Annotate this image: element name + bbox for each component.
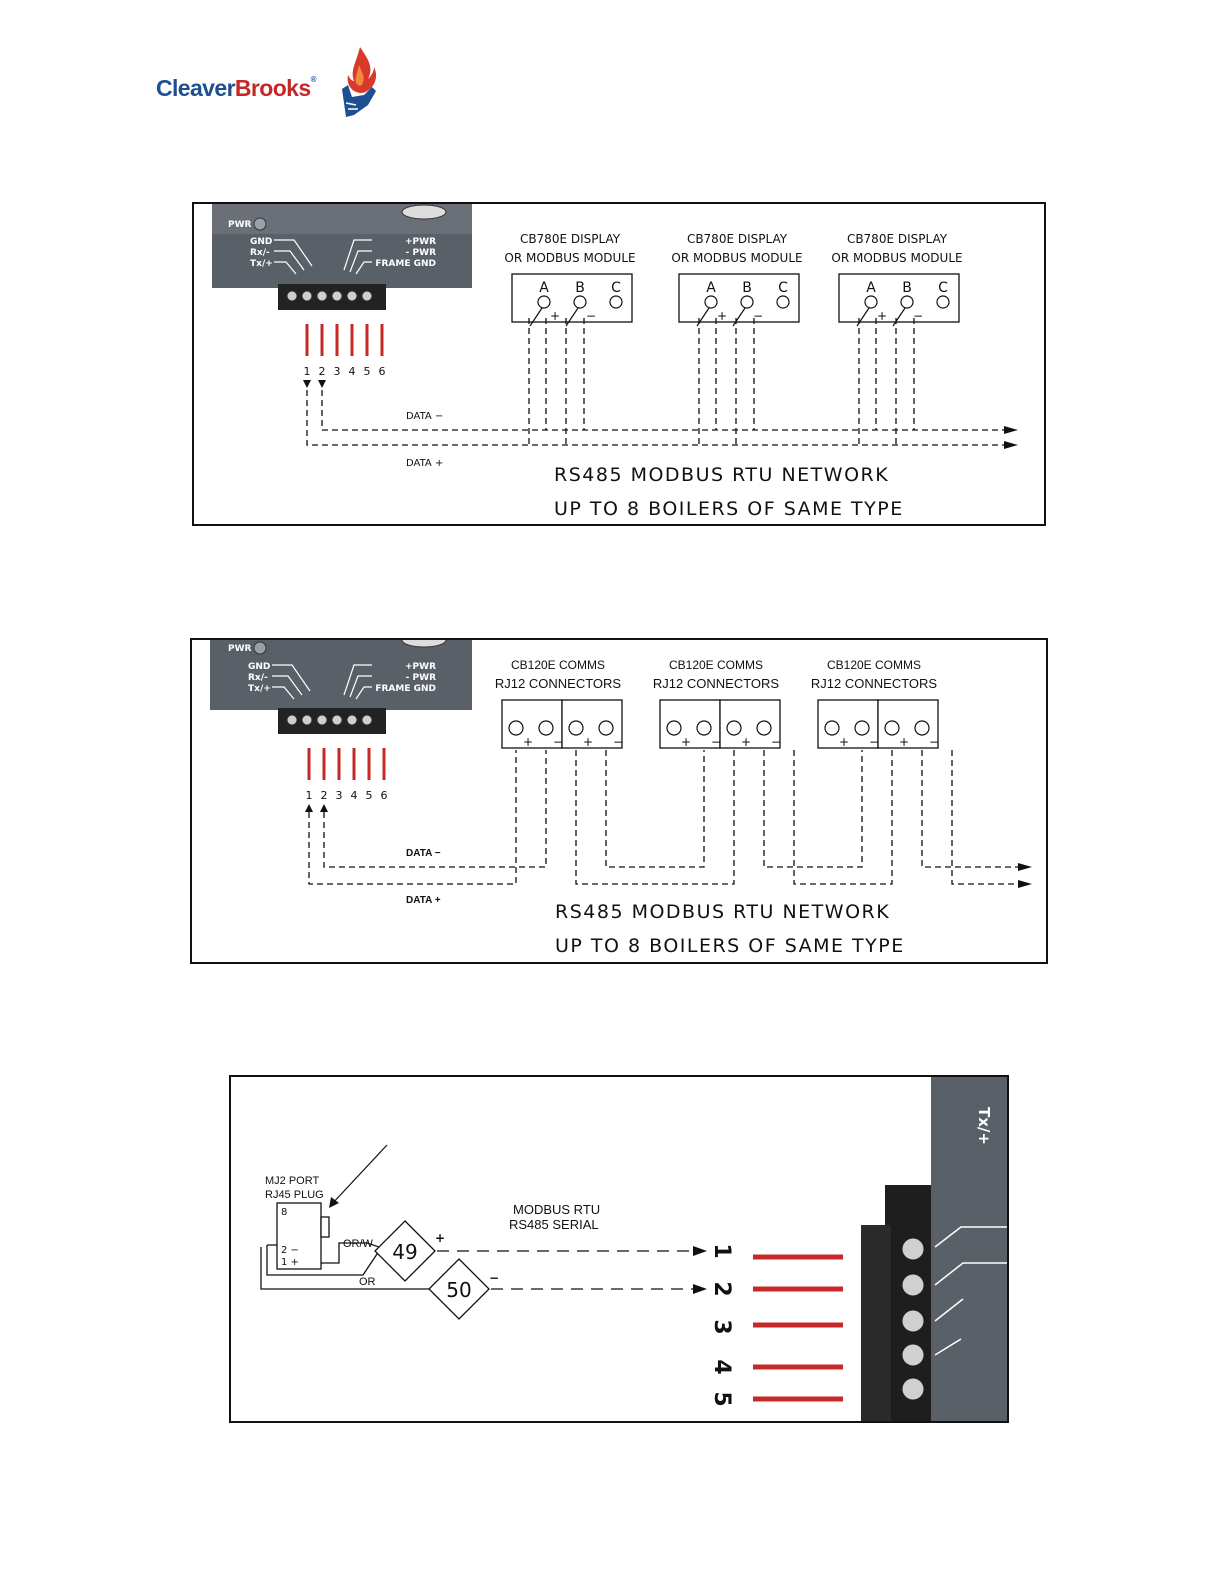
limit-label: UP TO 8 BOILERS OF SAME TYPE (555, 935, 905, 957)
cb120e-connectors (495, 658, 939, 749)
limit-label: UP TO 8 BOILERS OF SAME TYPE (554, 498, 904, 520)
minus-sign: − (586, 309, 597, 323)
pin-2-number: 2 (709, 1281, 734, 1297)
svg-text:49: 49 (392, 1240, 418, 1264)
pin-5-number: 5 (709, 1391, 734, 1407)
pin-2-label: 2 (318, 365, 326, 378)
connector-title-line1: CB120E COMMS (668, 658, 764, 672)
panel2-drawing (192, 640, 1046, 962)
pin-6-label: 6 (378, 365, 386, 378)
pin-5-label: 5 (363, 365, 371, 378)
jack-terminal (915, 721, 929, 735)
pin-wires (307, 324, 382, 356)
tx-plus-label: Tx/+ (975, 1107, 993, 1145)
connector-title-line1: CB120E COMMS (510, 658, 606, 672)
plus-sign: + (877, 309, 888, 323)
module-title-line2: OR MODBUS MODULE (504, 251, 636, 265)
port-label-line1: MJ2 PORT (265, 1175, 320, 1187)
logo-text: CleaverBrooks® (156, 75, 316, 101)
terminal-screw (741, 296, 753, 308)
jack-terminal (509, 721, 523, 735)
terminal-letter: A (706, 280, 716, 296)
cb120e-connector-3 (811, 658, 939, 749)
rx-label: Rx/- (250, 248, 270, 258)
plus-sign: + (550, 309, 561, 323)
jack-terminal (599, 721, 613, 735)
diagram-mj2-port (229, 1075, 1009, 1423)
module-title-line2: OR MODBUS MODULE (831, 251, 963, 265)
gateway-device (210, 640, 472, 734)
terminal-letter: B (902, 280, 912, 296)
pin-4-number: 4 (709, 1359, 734, 1375)
module-title-line1: CB780E DISPLAY (846, 232, 948, 246)
terminal-letter: A (539, 280, 549, 296)
minus-sign: − (552, 735, 564, 749)
bus-arrowheads (1018, 863, 1032, 888)
terminal-letter: B (575, 280, 585, 296)
bus-arrowheads (1004, 426, 1018, 449)
minus-sign: − (770, 735, 782, 749)
pin-8-label: 8 (281, 1207, 288, 1218)
terminal-screw (777, 296, 789, 308)
pin-1-label: 1 (303, 365, 311, 378)
red-pin-wires (753, 1257, 843, 1399)
jack-terminal (727, 721, 741, 735)
terminal-screw (865, 296, 877, 308)
pin-4-label: 4 (348, 365, 356, 378)
gateway-device (212, 204, 472, 310)
rj45-plug (277, 1203, 329, 1269)
terminal-letter: C (611, 280, 621, 296)
jack-terminal (667, 721, 681, 735)
port-label-line2: RJ45 PLUG (265, 1189, 324, 1201)
jack-terminal (825, 721, 839, 735)
data-minus-label: DATA − (406, 411, 444, 422)
minus-label: − (489, 1271, 500, 1285)
minus-pwr-label: - PWR (405, 673, 436, 683)
data-plus-label: DATA + (406, 895, 441, 906)
terminal-letter: C (778, 280, 788, 296)
jack-terminal (697, 721, 711, 735)
terminal-screw (937, 296, 949, 308)
pin-1-number: 1 (709, 1243, 734, 1259)
plus-sign: + (838, 735, 850, 749)
jack-terminal (539, 721, 553, 735)
tx-label: Tx/+ (250, 259, 273, 269)
cb780e-module-3 (831, 232, 962, 326)
cb780e-module-1 (504, 232, 635, 326)
pin-2-label: 2 (320, 789, 328, 802)
plus-label: + (435, 1231, 446, 1245)
terminal-letter: C (938, 280, 948, 296)
pin-2-label: 2 − (281, 1245, 299, 1256)
minus-sign: − (928, 735, 940, 749)
pin-6-label: 6 (380, 789, 388, 802)
wire-orw-label: OR/W (343, 1238, 373, 1250)
pwr-label: PWR (228, 220, 252, 230)
terminal-letter: A (866, 280, 876, 296)
frame-gnd-label: FRAME GND (375, 259, 436, 269)
panel1-drawing (194, 204, 1044, 524)
network-label: RS485 MODBUS RTU NETWORK (554, 464, 890, 486)
pin-3-label: 3 (333, 365, 341, 378)
jack-terminal (885, 721, 899, 735)
data-bus-lines (309, 750, 1018, 884)
tx-label: Tx/+ (248, 684, 271, 694)
minus-sign: − (612, 735, 624, 749)
svg-text:50: 50 (446, 1278, 472, 1302)
minus-sign: − (710, 735, 722, 749)
pointer-line (331, 1145, 387, 1205)
network-label: RS485 MODBUS RTU NETWORK (555, 901, 891, 923)
terminal-screw (574, 296, 586, 308)
plus-sign: + (740, 735, 752, 749)
minus-sign: − (913, 309, 924, 323)
terminal-screw (538, 296, 550, 308)
pin-wires (309, 748, 384, 780)
plus-pwr-label: +PWR (405, 237, 436, 247)
jack-terminal (569, 721, 583, 735)
plus-sign: + (582, 735, 594, 749)
cleaver-brooks-logo (150, 45, 390, 125)
plus-sign: + (522, 735, 534, 749)
jack-terminal (855, 721, 869, 735)
gnd-label: GND (248, 662, 271, 672)
pin-1-label: 1 (305, 789, 313, 802)
cb120e-connector-2 (653, 658, 781, 749)
connector-title-line2: RJ12 CONNECTORS (652, 676, 780, 691)
module-title-line1: CB780E DISPLAY (686, 232, 788, 246)
minus-sign: − (868, 735, 880, 749)
minus-pwr-label: - PWR (405, 248, 436, 258)
connector-title-line2: RJ12 CONNECTORS (494, 676, 622, 691)
plus-pwr-label: +PWR (405, 662, 436, 672)
rotated-pin-numbers (709, 1243, 734, 1406)
pin-3-label: 3 (335, 789, 343, 802)
modbus-title-line2: RS485 SERIAL (509, 1217, 599, 1232)
terminal-screw (901, 296, 913, 308)
gnd-label: GND (250, 237, 273, 247)
terminal-50 (429, 1259, 489, 1319)
terminal-letter: B (742, 280, 752, 296)
pin-5-label: 5 (365, 789, 373, 802)
terminal-screw (610, 296, 622, 308)
diagram-cb780e-network (192, 202, 1046, 526)
cb780e-modules (504, 232, 962, 326)
connector-title-line1: CB120E COMMS (826, 658, 922, 672)
gateway-device-side (861, 1077, 1007, 1421)
data-bus-lines (307, 318, 1004, 445)
modbus-title-line1: MODBUS RTU (513, 1202, 601, 1217)
diagram-cb120e-network (190, 638, 1048, 964)
terminal-49 (375, 1221, 435, 1281)
module-title-line1: CB780E DISPLAY (519, 232, 621, 246)
serial-arrowheads (693, 1246, 707, 1294)
terminal-screw (705, 296, 717, 308)
data-minus-label: DATA − (406, 848, 441, 859)
wire-or-label: OR (359, 1276, 376, 1288)
cb780e-module-2 (671, 232, 802, 326)
module-title-line2: OR MODBUS MODULE (671, 251, 803, 265)
plus-sign: + (717, 309, 728, 323)
cb120e-connector-1 (495, 658, 623, 749)
plus-sign: + (898, 735, 910, 749)
pwr-label: PWR (228, 644, 252, 654)
frame-gnd-label: FRAME GND (375, 684, 436, 694)
pin-3-number: 3 (709, 1319, 734, 1335)
rx-label: Rx/- (248, 673, 268, 683)
pin-4-label: 4 (350, 789, 358, 802)
pin-arrows (303, 380, 326, 388)
flame-hand-icon (338, 45, 378, 120)
data-plus-label: DATA + (406, 458, 444, 469)
jack-terminal (757, 721, 771, 735)
pin-arrows (305, 804, 328, 812)
plus-sign: + (680, 735, 692, 749)
minus-sign: − (753, 309, 764, 323)
panel3-drawing (231, 1077, 1007, 1421)
pin-1-label: 1 + (281, 1257, 299, 1268)
connector-title-line2: RJ12 CONNECTORS (810, 676, 938, 691)
